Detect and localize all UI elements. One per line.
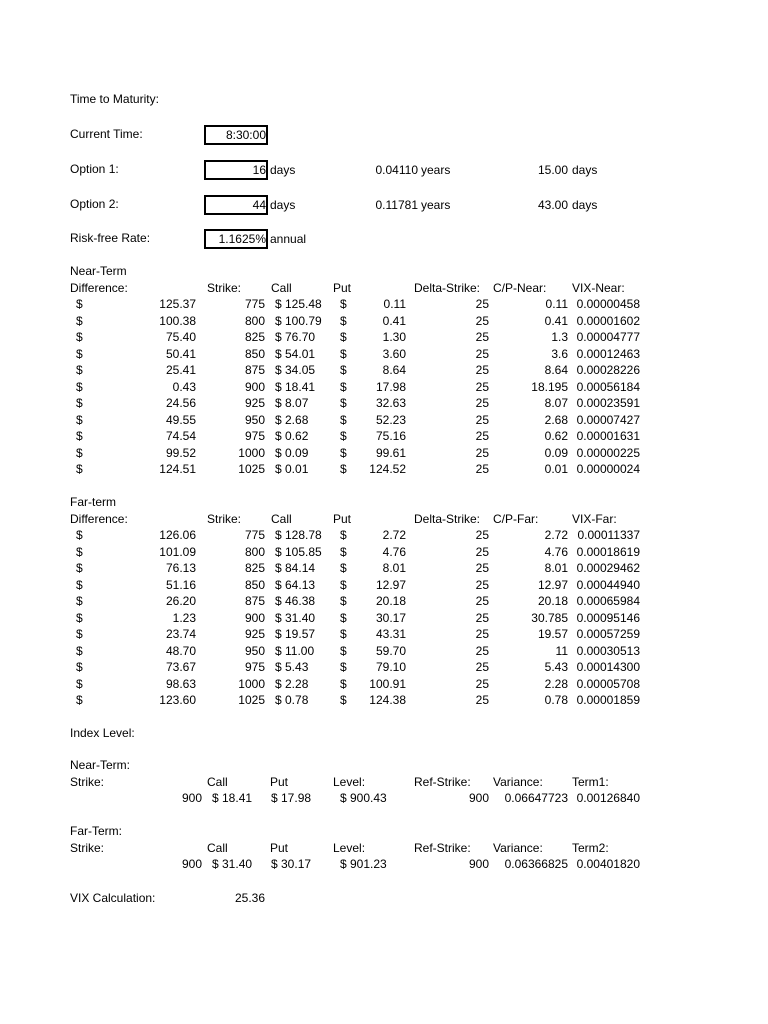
cell-pd: $ bbox=[340, 561, 347, 575]
near-summary-header-level: Level: bbox=[333, 775, 366, 789]
cell-delta: 25 bbox=[475, 396, 489, 410]
cell-vix: 0.00057259 bbox=[576, 627, 640, 641]
cell-diff: 98.63 bbox=[165, 676, 196, 691]
cell-strike: 775 bbox=[244, 528, 265, 542]
cell-strike: 1000 bbox=[238, 676, 265, 691]
cell-cp: 11 bbox=[555, 643, 568, 658]
far-summary-variance: 0.06366825 bbox=[504, 857, 568, 871]
far-header-call: Call bbox=[271, 512, 292, 526]
cell-call: $ 18.41 bbox=[275, 379, 316, 394]
cell-delta: 25 bbox=[475, 445, 489, 460]
cell-d: $ bbox=[76, 660, 83, 674]
near-summary-header-strike: Strike: bbox=[70, 775, 105, 789]
far-summary-put: $ 30.17 bbox=[271, 857, 312, 871]
cell-put: 20.18 bbox=[375, 594, 406, 608]
cell-vix: 0.00029462 bbox=[576, 561, 640, 575]
cell-put: 124.52 bbox=[369, 462, 406, 476]
cell-cp: 12.97 bbox=[537, 577, 568, 592]
cell-delta: 25 bbox=[475, 610, 489, 625]
cell-vix: 0.00001602 bbox=[576, 313, 640, 328]
cell-vix: 0.00004777 bbox=[576, 330, 640, 344]
cell-cp: 2.72 bbox=[544, 528, 568, 542]
cell-vix: 0.00056184 bbox=[576, 379, 640, 394]
cell-d: $ bbox=[76, 594, 83, 608]
cell-vix: 0.00044940 bbox=[576, 577, 640, 592]
far-summary-header-term: Term2: bbox=[572, 841, 609, 855]
risk-free-rate-label: Risk-free Rate: bbox=[70, 231, 151, 245]
far-summary-header-put: Put bbox=[270, 841, 289, 855]
cell-call: $ 105.85 bbox=[275, 544, 322, 559]
far-term-title: Far-term bbox=[70, 495, 116, 509]
cell-put: 3.60 bbox=[382, 346, 406, 361]
cell-strike: 950 bbox=[244, 412, 265, 427]
near-summary-title: Near-Term: bbox=[70, 758, 131, 772]
cell-delta: 25 bbox=[475, 693, 489, 707]
cell-cp: 2.68 bbox=[544, 412, 568, 427]
cell-diff: 25.41 bbox=[165, 363, 196, 377]
cell-call: $ 2.28 bbox=[275, 676, 309, 691]
cell-pd: $ bbox=[340, 594, 347, 608]
cell-cp: 1.3 bbox=[551, 330, 568, 344]
far-summary-header-call: Call bbox=[207, 841, 228, 855]
near-header-put: Put bbox=[333, 281, 352, 295]
cell-pd: $ bbox=[340, 544, 347, 559]
cell-vix: 0.00000458 bbox=[576, 297, 640, 311]
cell-cp: 4.76 bbox=[544, 544, 568, 559]
option2-label: Option 2: bbox=[70, 197, 119, 211]
cell-diff: 1.23 bbox=[172, 610, 196, 625]
time-to-maturity-label: Time to Maturity: bbox=[70, 92, 159, 106]
cell-pd: $ bbox=[340, 462, 347, 476]
cell-cp: 19.57 bbox=[537, 627, 568, 641]
cell-call: $ 34.05 bbox=[275, 363, 316, 377]
cell-vix: 0.00001631 bbox=[576, 429, 640, 443]
cell-strike: 975 bbox=[244, 429, 265, 443]
cell-call: $ 64.13 bbox=[275, 577, 316, 592]
cell-d: $ bbox=[76, 445, 83, 460]
cell-put: 2.72 bbox=[382, 528, 406, 542]
far-summary-header-variance: Variance: bbox=[493, 841, 543, 855]
near-summary-ref: 900 bbox=[468, 791, 489, 805]
cell-delta: 25 bbox=[475, 627, 489, 641]
option2-days-calc-unit: days bbox=[572, 198, 598, 212]
near-summary-header-put: Put bbox=[270, 775, 289, 789]
cell-call: $ 5.43 bbox=[275, 660, 309, 674]
cell-delta: 25 bbox=[475, 561, 489, 575]
cell-put: 0.41 bbox=[382, 313, 406, 328]
near-summary-strike: 900 bbox=[181, 791, 202, 805]
near-summary-put: $ 17.98 bbox=[271, 791, 312, 805]
cell-call: $ 31.40 bbox=[275, 610, 316, 625]
cell-call: $ 0.01 bbox=[275, 462, 309, 476]
cell-pd: $ bbox=[340, 346, 347, 361]
cell-pd: $ bbox=[340, 412, 347, 427]
cell-diff: 24.56 bbox=[165, 396, 196, 410]
cell-strike: 800 bbox=[244, 313, 265, 328]
near-summary-header-ref: Ref-Strike: bbox=[414, 775, 471, 789]
cell-cp: 0.09 bbox=[544, 445, 568, 460]
option1-days-value: 16 bbox=[252, 163, 266, 177]
cell-strike: 950 bbox=[244, 643, 265, 658]
cell-strike: 875 bbox=[244, 363, 265, 377]
cell-pd: $ bbox=[340, 676, 347, 691]
cell-diff: 76.13 bbox=[165, 561, 196, 575]
cell-d: $ bbox=[76, 577, 83, 592]
near-summary-header-call: Call bbox=[207, 775, 228, 789]
cell-d: $ bbox=[76, 676, 83, 691]
cell-d: $ bbox=[76, 528, 83, 542]
cell-diff: 49.55 bbox=[165, 412, 196, 427]
cell-cp: 8.64 bbox=[544, 363, 568, 377]
near-header-delta: Delta-Strike: bbox=[414, 281, 481, 295]
cell-pd: $ bbox=[340, 643, 347, 658]
risk-free-rate-unit: annual bbox=[270, 232, 307, 246]
cell-strike: 825 bbox=[244, 561, 265, 575]
cell-delta: 25 bbox=[475, 313, 489, 328]
cell-strike: 800 bbox=[244, 544, 265, 559]
cell-pd: $ bbox=[340, 627, 347, 641]
cell-d: $ bbox=[76, 462, 83, 476]
option2-years-unit: years bbox=[421, 198, 451, 212]
cell-delta: 25 bbox=[475, 594, 489, 608]
cell-pd: $ bbox=[340, 313, 347, 328]
cell-delta: 25 bbox=[475, 412, 489, 427]
cell-put: 30.17 bbox=[375, 610, 406, 625]
near-header-vix: VIX-Near: bbox=[572, 281, 625, 295]
cell-call: $ 11.00 bbox=[275, 643, 315, 658]
cell-cp: 0.62 bbox=[544, 429, 568, 443]
cell-diff: 124.51 bbox=[159, 462, 196, 476]
cell-vix: 0.00001859 bbox=[576, 693, 640, 707]
cell-pd: $ bbox=[340, 528, 347, 542]
near-summary-level: $ 900.43 bbox=[340, 791, 387, 805]
cell-vix: 0.00012463 bbox=[576, 346, 640, 361]
cell-call: $ 84.14 bbox=[275, 561, 316, 575]
cell-vix: 0.00000024 bbox=[576, 462, 640, 476]
option1-years-unit: years bbox=[421, 163, 451, 177]
cell-put: 8.64 bbox=[382, 363, 406, 377]
cell-put: 79.10 bbox=[375, 660, 406, 674]
cell-call: $ 0.62 bbox=[275, 429, 309, 443]
cell-strike: 900 bbox=[244, 610, 265, 625]
cell-delta: 25 bbox=[475, 577, 489, 592]
cell-d: $ bbox=[76, 330, 83, 344]
cell-d: $ bbox=[76, 429, 83, 443]
cell-strike: 775 bbox=[244, 297, 265, 311]
cell-call: $ 0.78 bbox=[275, 693, 309, 707]
cell-delta: 25 bbox=[475, 429, 489, 443]
cell-vix: 0.00095146 bbox=[576, 610, 640, 625]
cell-put: 43.31 bbox=[375, 627, 406, 641]
cell-delta: 25 bbox=[475, 660, 489, 674]
option2-years-value: 0.11781 bbox=[375, 198, 418, 212]
cell-put: 52.23 bbox=[375, 412, 406, 427]
far-header-strike: Strike: bbox=[207, 512, 242, 526]
near-summary-header-term: Term1: bbox=[572, 775, 609, 789]
cell-d: $ bbox=[76, 693, 83, 707]
option1-days-unit: days bbox=[270, 163, 296, 177]
cell-strike: 975 bbox=[244, 660, 265, 674]
cell-diff: 99.52 bbox=[165, 445, 196, 460]
cell-d: $ bbox=[76, 643, 83, 658]
cell-cp: 8.01 bbox=[544, 561, 568, 575]
cell-d: $ bbox=[76, 412, 83, 427]
cell-vix: 0.00011337 bbox=[577, 528, 640, 542]
cell-pd: $ bbox=[340, 396, 347, 410]
cell-put: 8.01 bbox=[382, 561, 406, 575]
cell-d: $ bbox=[76, 610, 83, 625]
cell-strike: 850 bbox=[244, 577, 265, 592]
option2-days-value: 44 bbox=[252, 198, 266, 212]
cell-put: 17.98 bbox=[375, 379, 406, 394]
cell-vix: 0.00028226 bbox=[576, 363, 640, 377]
far-summary-level: $ 901.23 bbox=[340, 857, 387, 871]
cell-cp: 5.43 bbox=[544, 660, 568, 674]
near-summary-variance: 0.06647723 bbox=[504, 791, 568, 805]
cell-pd: $ bbox=[340, 577, 347, 592]
near-term-title: Near-Term bbox=[70, 264, 127, 278]
cell-d: $ bbox=[76, 346, 83, 361]
cell-strike: 925 bbox=[244, 396, 265, 410]
cell-vix: 0.00018619 bbox=[576, 544, 640, 559]
near-header-difference: Difference: bbox=[70, 281, 128, 295]
cell-put: 100.91 bbox=[369, 676, 406, 691]
cell-vix: 0.00065984 bbox=[576, 594, 640, 608]
cell-put: 124.38 bbox=[369, 693, 406, 707]
cell-delta: 25 bbox=[475, 544, 489, 559]
cell-cp: 0.11 bbox=[545, 297, 568, 311]
cell-pd: $ bbox=[340, 610, 347, 625]
cell-strike: 850 bbox=[244, 346, 265, 361]
cell-cp: 3.6 bbox=[551, 346, 568, 361]
cell-cp: 2.28 bbox=[544, 676, 568, 691]
cell-put: 99.61 bbox=[375, 445, 406, 460]
cell-diff: 123.60 bbox=[159, 693, 196, 707]
cell-d: $ bbox=[76, 313, 83, 328]
cell-diff: 100.38 bbox=[159, 313, 196, 328]
cell-vix: 0.00023591 bbox=[576, 396, 640, 410]
cell-put: 59.70 bbox=[375, 643, 406, 658]
cell-put: 12.97 bbox=[375, 577, 406, 592]
far-summary-header-strike: Strike: bbox=[70, 841, 105, 855]
cell-strike: 875 bbox=[244, 594, 265, 608]
cell-diff: 126.06 bbox=[159, 528, 196, 542]
cell-cp: 0.41 bbox=[544, 313, 568, 328]
current-time-label: Current Time: bbox=[70, 127, 143, 141]
cell-d: $ bbox=[76, 544, 83, 559]
far-summary-ref: 900 bbox=[468, 857, 489, 871]
risk-free-rate-value: 1.1625% bbox=[218, 232, 266, 246]
current-time-value: 8:30:00 bbox=[225, 128, 266, 142]
cell-strike: 1000 bbox=[238, 445, 265, 460]
cell-diff: 73.67 bbox=[165, 660, 196, 674]
far-header-put: Put bbox=[333, 512, 352, 526]
option1-days-calc: 15.00 bbox=[537, 163, 568, 177]
cell-vix: 0.00005708 bbox=[576, 676, 640, 691]
vix-calculation-value: 25.36 bbox=[234, 891, 265, 905]
option2-days-calc: 43.00 bbox=[537, 198, 568, 212]
cell-diff: 23.74 bbox=[165, 627, 196, 641]
cell-call: $ 19.57 bbox=[275, 627, 316, 641]
cell-diff: 51.16 bbox=[165, 577, 196, 592]
cell-delta: 25 bbox=[475, 379, 489, 394]
cell-pd: $ bbox=[340, 363, 347, 377]
far-header-difference: Difference: bbox=[70, 512, 128, 526]
cell-strike: 925 bbox=[244, 627, 265, 641]
cell-call: $ 46.38 bbox=[275, 594, 316, 608]
cell-delta: 25 bbox=[475, 462, 489, 476]
far-summary-call: $ 31.40 bbox=[212, 857, 253, 871]
cell-put: 0.11 bbox=[383, 297, 406, 311]
cell-pd: $ bbox=[340, 693, 347, 707]
cell-put: 32.63 bbox=[375, 396, 406, 410]
cell-diff: 48.70 bbox=[165, 643, 196, 658]
cell-pd: $ bbox=[340, 429, 347, 443]
cell-delta: 25 bbox=[475, 363, 489, 377]
cell-diff: 26.20 bbox=[165, 594, 196, 608]
cell-pd: $ bbox=[340, 445, 347, 460]
cell-d: $ bbox=[76, 627, 83, 641]
cell-delta: 25 bbox=[475, 297, 489, 311]
cell-call: $ 128.78 bbox=[275, 528, 322, 542]
option2-days-unit: days bbox=[270, 198, 296, 212]
cell-vix: 0.00000225 bbox=[576, 445, 640, 460]
cell-delta: 25 bbox=[475, 330, 489, 344]
cell-d: $ bbox=[76, 379, 83, 394]
cell-delta: 25 bbox=[475, 528, 489, 542]
cell-pd: $ bbox=[340, 330, 347, 344]
cell-vix: 0.00014300 bbox=[576, 660, 640, 674]
cell-pd: $ bbox=[340, 379, 347, 394]
cell-put: 1.30 bbox=[382, 330, 406, 344]
far-summary-title: Far-Term: bbox=[70, 824, 122, 838]
cell-strike: 825 bbox=[244, 330, 265, 344]
cell-diff: 125.37 bbox=[159, 297, 196, 311]
option1-years-value: 0.04110 bbox=[375, 163, 418, 177]
cell-call: $ 54.01 bbox=[275, 346, 316, 361]
far-summary-header-ref: Ref-Strike: bbox=[414, 841, 471, 855]
far-header-vix: VIX-Far: bbox=[572, 512, 617, 526]
cell-cp: 8.07 bbox=[544, 396, 568, 410]
cell-put: 4.76 bbox=[382, 544, 406, 559]
cell-pd: $ bbox=[340, 660, 347, 674]
cell-cp: 0.01 bbox=[544, 462, 568, 476]
far-header-cp: C/P-Far: bbox=[493, 512, 539, 526]
near-summary-header-variance: Variance: bbox=[493, 775, 543, 789]
cell-cp: 0.78 bbox=[544, 693, 568, 707]
cell-call: $ 76.70 bbox=[275, 330, 316, 344]
cell-d: $ bbox=[76, 297, 83, 311]
cell-delta: 25 bbox=[475, 643, 489, 658]
cell-pd: $ bbox=[340, 297, 347, 311]
cell-strike: 900 bbox=[244, 379, 265, 394]
option1-label: Option 1: bbox=[70, 162, 119, 176]
cell-cp: 20.18 bbox=[537, 594, 568, 608]
vix-calculation-label: VIX Calculation: bbox=[70, 891, 156, 905]
near-header-call: Call bbox=[271, 281, 292, 295]
cell-diff: 75.40 bbox=[165, 330, 196, 344]
cell-put: 75.16 bbox=[375, 429, 406, 443]
cell-diff: 0.43 bbox=[172, 379, 196, 394]
far-summary-header-level: Level: bbox=[333, 841, 366, 855]
cell-strike: 1025 bbox=[238, 462, 265, 476]
cell-call: $ 125.48 bbox=[275, 297, 322, 311]
cell-vix: 0.00030513 bbox=[576, 643, 640, 658]
cell-call: $ 8.07 bbox=[275, 396, 309, 410]
near-summary-call: $ 18.41 bbox=[212, 791, 253, 805]
cell-diff: 101.09 bbox=[159, 544, 196, 559]
cell-vix: 0.00007427 bbox=[576, 412, 640, 427]
far-summary-term: 0.00401820 bbox=[576, 857, 640, 871]
cell-call: $ 100.79 bbox=[275, 313, 322, 328]
cell-d: $ bbox=[76, 561, 83, 575]
cell-diff: 74.54 bbox=[165, 429, 196, 443]
cell-diff: 50.41 bbox=[165, 346, 196, 361]
cell-cp: 18.195 bbox=[531, 379, 568, 394]
cell-d: $ bbox=[76, 396, 83, 410]
far-header-delta: Delta-Strike: bbox=[414, 512, 481, 526]
near-summary-term: 0.00126840 bbox=[576, 791, 640, 805]
cell-call: $ 0.09 bbox=[275, 445, 309, 460]
cell-delta: 25 bbox=[475, 346, 489, 361]
near-header-strike: Strike: bbox=[207, 281, 242, 295]
cell-d: $ bbox=[76, 363, 83, 377]
option1-days-calc-unit: days bbox=[572, 163, 598, 177]
cell-call: $ 2.68 bbox=[275, 412, 309, 427]
cell-delta: 25 bbox=[475, 676, 489, 691]
far-summary-strike: 900 bbox=[181, 857, 202, 871]
cell-cp: 30.785 bbox=[531, 610, 568, 625]
cell-strike: 1025 bbox=[238, 693, 265, 707]
index-level-label: Index Level: bbox=[70, 726, 135, 740]
near-header-cp: C/P-Near: bbox=[493, 281, 547, 295]
